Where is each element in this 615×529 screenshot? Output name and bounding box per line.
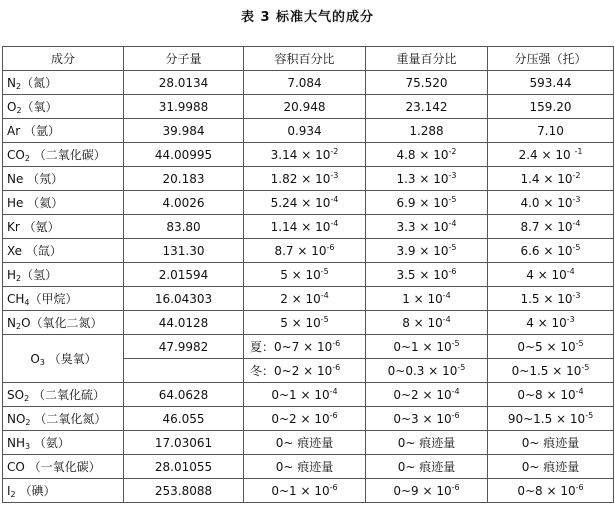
- component-symbol: He: [7, 195, 24, 210]
- volume-percent-cell-mantissa: 0~ 痕迹量: [275, 435, 334, 450]
- table-row: [3, 311, 614, 335]
- table-row: [3, 95, 614, 119]
- partial-pressure-cell: [488, 287, 614, 311]
- volume-percent-cell: [244, 143, 366, 167]
- weight-percent-cell: [366, 71, 488, 95]
- table-row: [3, 407, 614, 431]
- partial-pressure-cell-exponent: -4: [572, 218, 581, 228]
- weight-percent-cell-exponent: -5: [448, 194, 457, 204]
- molecular-weight-cell: 20.183: [124, 167, 244, 191]
- component-cell: [3, 191, 124, 215]
- partial-pressure-cell-mantissa: 7.10: [537, 123, 564, 138]
- volume-percent-cell-exponent: -4: [329, 386, 338, 396]
- partial-pressure-cell-mantissa: 4 × 10: [526, 315, 567, 330]
- component-cell: [3, 455, 124, 479]
- volume-percent-cell: [244, 167, 366, 191]
- weight-percent-cell: [366, 479, 488, 503]
- weight-percent-cell: [366, 383, 488, 407]
- volume-percent-cell: [244, 239, 366, 263]
- partial-pressure-cell-mantissa: 1.5 × 10: [520, 291, 573, 306]
- volume-percent-cell-mantissa: 3.14 × 10: [270, 147, 331, 162]
- partial-pressure-cell-mantissa: 593.44: [529, 75, 572, 90]
- volume-percent-cell-mantissa: 0~1 × 10: [271, 387, 330, 402]
- partial-pressure-cell-exponent: -6: [575, 482, 584, 492]
- partial-pressure-cell-exponent: -1: [574, 146, 583, 156]
- volume-percent-cell: [244, 407, 366, 431]
- component-subscript: 2: [16, 105, 22, 115]
- molecular-weight-cell: 28.0134: [124, 71, 244, 95]
- partial-pressure-cell-mantissa: 0~ 痕迹量: [521, 459, 580, 474]
- component-subscript: 3: [39, 357, 45, 367]
- partial-pressure-cell-mantissa: 159.20: [529, 99, 572, 114]
- volume-percent-cell-mantissa: 2 × 10: [280, 291, 321, 306]
- weight-percent-cell: [366, 359, 488, 383]
- component-cell: [3, 143, 124, 167]
- weight-percent-cell-exponent: -4: [451, 386, 460, 396]
- partial-pressure-cell-exponent: -4: [575, 386, 584, 396]
- partial-pressure-cell-mantissa: 6.6 × 10: [520, 243, 573, 258]
- partial-pressure-cell-mantissa: 0~8 × 10: [517, 387, 576, 402]
- component-name: （氖）: [23, 171, 64, 186]
- component-cell: [3, 119, 124, 143]
- weight-percent-cell-exponent: -5: [448, 242, 457, 252]
- volume-percent-cell-mantissa: 0~7 × 10: [274, 339, 333, 354]
- molecular-weight-cell: 64.0628: [124, 383, 244, 407]
- partial-pressure-cell: [488, 143, 614, 167]
- component-subscript: 2: [15, 81, 22, 91]
- molecular-weight-cell-empty: [124, 359, 244, 383]
- molecular-weight-cell: 16.04303: [124, 287, 244, 311]
- component-name: （氧）: [21, 99, 58, 114]
- component-symbol: O: [7, 99, 17, 114]
- volume-percent-cell-exponent: -2: [330, 146, 339, 156]
- weight-percent-cell: [366, 335, 488, 359]
- component-cell: [3, 479, 124, 503]
- weight-percent-cell-mantissa: 8 × 10: [402, 315, 443, 330]
- component-cell: [3, 263, 124, 287]
- component-name: （氦）: [23, 195, 64, 210]
- volume-percent-cell: [244, 215, 366, 239]
- weight-percent-cell-mantissa: 0~ 痕迹量: [397, 459, 456, 474]
- weight-percent-cell: [366, 167, 488, 191]
- component-cell: [3, 383, 124, 407]
- molecular-weight-cell: 17.03061: [124, 431, 244, 455]
- component-name: （碘）: [15, 483, 56, 498]
- partial-pressure-cell: [488, 119, 614, 143]
- table-row: [3, 479, 614, 503]
- component-symbol: I: [7, 483, 11, 498]
- table-row: [3, 335, 614, 359]
- volume-percent-cell: [244, 359, 366, 383]
- volume-percent-cell: [244, 263, 366, 287]
- volume-percent-cell-mantissa: 0~2 × 10: [271, 411, 330, 426]
- volume-percent-cell-mantissa: 5 × 10: [280, 267, 321, 282]
- component-name: （二氧化硫）: [29, 387, 105, 402]
- molecular-weight-cell: 44.0128: [124, 311, 244, 335]
- weight-percent-cell: [366, 215, 488, 239]
- component-name: （氢）: [21, 267, 58, 282]
- component-symbol: NO: [7, 411, 26, 426]
- partial-pressure-cell-exponent: -3: [566, 314, 575, 324]
- partial-pressure-cell-exponent: -5: [572, 242, 581, 252]
- component-name: （臭氧）: [44, 351, 97, 366]
- volume-percent-cell: [244, 119, 366, 143]
- component-subscript: 2: [10, 489, 16, 499]
- weight-percent-cell-mantissa: 1.288: [409, 123, 444, 138]
- table-row: [3, 431, 614, 455]
- partial-pressure-cell-mantissa: 0~1.5 × 10: [511, 363, 582, 378]
- volume-percent-cell: [244, 311, 366, 335]
- volume-percent-cell: [244, 71, 366, 95]
- partial-pressure-cell: [488, 407, 614, 431]
- component-subscript: 2: [16, 273, 22, 283]
- molecular-weight-cell: 47.9982: [124, 335, 244, 359]
- molecular-weight-cell: 28.01055: [124, 455, 244, 479]
- weight-percent-cell-mantissa: 23.142: [405, 99, 448, 114]
- season-label-winter: 冬：: [250, 363, 275, 378]
- column-header: 容积百分比: [244, 47, 366, 71]
- volume-percent-cell-mantissa: 5.24 × 10: [270, 195, 331, 210]
- component-symbol: N: [7, 315, 16, 330]
- molecular-weight-cell: 39.984: [124, 119, 244, 143]
- table-row: [3, 383, 614, 407]
- component-name: （氨）: [30, 435, 70, 450]
- atmosphere-composition-table: [2, 46, 614, 503]
- component-symbol: Ne: [7, 171, 24, 186]
- weight-percent-cell-mantissa: 3.5 × 10: [396, 267, 449, 282]
- weight-percent-cell-mantissa: 0~2 × 10: [393, 387, 452, 402]
- component-cell: [3, 431, 124, 455]
- partial-pressure-cell-exponent: -4: [566, 266, 575, 276]
- component-cell: [3, 287, 124, 311]
- weight-percent-cell-exponent: -6: [451, 410, 460, 420]
- component-cell: [3, 335, 124, 383]
- table-row: [3, 119, 614, 143]
- volume-percent-cell-exponent: -6: [329, 410, 338, 420]
- component-symbol: N: [7, 75, 16, 90]
- volume-percent-cell: [244, 335, 366, 359]
- component-cell: [3, 239, 124, 263]
- partial-pressure-cell: [488, 479, 614, 503]
- weight-percent-cell-exponent: -4: [448, 218, 457, 228]
- volume-percent-cell-exponent: -5: [320, 314, 329, 324]
- weight-percent-cell-mantissa: 0~9 × 10: [393, 483, 452, 498]
- volume-percent-cell-exponent: -4: [330, 194, 339, 204]
- partial-pressure-cell-mantissa: 0~5 × 10: [517, 339, 576, 354]
- volume-percent-cell: [244, 479, 366, 503]
- weight-percent-cell-mantissa: 3.9 × 10: [396, 243, 449, 258]
- table-row: [3, 455, 614, 479]
- component-name: （二氧化氮）: [30, 411, 107, 426]
- partial-pressure-cell-exponent: -5: [581, 362, 590, 372]
- molecular-weight-cell: 2.01594: [124, 263, 244, 287]
- weight-percent-cell-mantissa: 3.3 × 10: [396, 219, 449, 234]
- volume-percent-cell-mantissa: 1.14 × 10: [270, 219, 331, 234]
- partial-pressure-cell: [488, 311, 614, 335]
- weight-percent-cell-exponent: -3: [448, 170, 457, 180]
- header-row: [3, 47, 614, 71]
- component-subscript: 2: [25, 417, 31, 427]
- partial-pressure-cell-exponent: -2: [572, 170, 581, 180]
- weight-percent-cell-exponent: -6: [451, 482, 460, 492]
- weight-percent-cell-mantissa: 1 × 10: [402, 291, 443, 306]
- component-symbol: O: [30, 351, 40, 366]
- partial-pressure-cell-mantissa: 0~ 痕迹量: [521, 435, 580, 450]
- component-name: O（氧化二氮）: [21, 315, 103, 330]
- partial-pressure-cell-mantissa: 4 × 10: [526, 267, 567, 282]
- weight-percent-cell-exponent: -5: [457, 362, 466, 372]
- volume-percent-cell: [244, 287, 366, 311]
- component-symbol: Ar: [7, 123, 21, 138]
- component-symbol: NH: [7, 435, 25, 450]
- weight-percent-cell-exponent: -5: [451, 338, 460, 348]
- volume-percent-cell: [244, 95, 366, 119]
- volume-percent-cell-mantissa: 0~1 × 10: [271, 483, 330, 498]
- weight-percent-cell-mantissa: 0~ 痕迹量: [397, 435, 456, 450]
- volume-percent-cell-exponent: -6: [326, 242, 335, 252]
- column-header: 分子量: [124, 47, 244, 71]
- molecular-weight-cell: 44.00995: [124, 143, 244, 167]
- component-subscript: 2: [15, 321, 22, 331]
- weight-percent-cell: [366, 143, 488, 167]
- table-row: [3, 191, 614, 215]
- component-name: （二氧化碳）: [29, 147, 106, 162]
- partial-pressure-cell-mantissa: 0~8 × 10: [517, 483, 576, 498]
- volume-percent-cell: [244, 191, 366, 215]
- table-row: [3, 263, 614, 287]
- partial-pressure-cell-exponent: -5: [575, 338, 584, 348]
- weight-percent-cell-mantissa: 4.8 × 10: [396, 147, 449, 162]
- component-symbol: H: [7, 267, 17, 282]
- volume-percent-cell-exponent: -4: [330, 218, 339, 228]
- table-row: [3, 287, 614, 311]
- partial-pressure-cell: [488, 263, 614, 287]
- weight-percent-cell: [366, 311, 488, 335]
- component-name: （甲烷）: [29, 291, 78, 306]
- volume-percent-cell-mantissa: 20.948: [283, 99, 326, 114]
- partial-pressure-cell: [488, 215, 614, 239]
- weight-percent-cell-mantissa: 0~1 × 10: [393, 339, 452, 354]
- component-name: （氩）: [20, 123, 60, 138]
- partial-pressure-cell: [488, 71, 614, 95]
- partial-pressure-cell-mantissa: 8.7 × 10: [520, 219, 573, 234]
- column-header: 分压强（托）: [488, 47, 614, 71]
- molecular-weight-cell: 131.30: [124, 239, 244, 263]
- weight-percent-cell-exponent: -4: [442, 314, 451, 324]
- volume-percent-cell-exponent: -6: [332, 362, 341, 372]
- weight-percent-cell-mantissa: 0~3 × 10: [393, 411, 452, 426]
- weight-percent-cell: [366, 407, 488, 431]
- component-name: （氪）: [19, 219, 60, 234]
- weight-percent-cell: [366, 263, 488, 287]
- table-row: [3, 143, 614, 167]
- volume-percent-cell-mantissa: 0~2 × 10: [274, 363, 333, 378]
- partial-pressure-cell: [488, 359, 614, 383]
- volume-percent-cell-exponent: -6: [332, 338, 341, 348]
- partial-pressure-cell: [488, 191, 614, 215]
- weight-percent-cell-exponent: -2: [448, 146, 457, 156]
- volume-percent-cell-mantissa: 0~ 痕迹量: [275, 459, 334, 474]
- partial-pressure-cell: [488, 167, 614, 191]
- weight-percent-cell: [366, 455, 488, 479]
- component-subscript: 2: [24, 153, 30, 163]
- weight-percent-cell-exponent: -6: [448, 266, 457, 276]
- volume-percent-cell-mantissa: 7.084: [287, 75, 322, 90]
- weight-percent-cell-mantissa: 0~0.3 × 10: [387, 363, 458, 378]
- table-title: 表 3 标准大气的成分: [240, 10, 375, 25]
- volume-percent-cell-mantissa: 1.82 × 10: [270, 171, 331, 186]
- component-name: （氮）: [21, 75, 58, 90]
- table-row: [3, 71, 614, 95]
- volume-percent-cell-exponent: -6: [329, 482, 338, 492]
- component-symbol: CO: [7, 147, 25, 162]
- weight-percent-cell: [366, 239, 488, 263]
- volume-percent-cell-mantissa: 0.934: [287, 123, 322, 138]
- table-row: [3, 167, 614, 191]
- partial-pressure-cell-exponent: -3: [572, 194, 581, 204]
- weight-percent-cell: [366, 95, 488, 119]
- partial-pressure-cell: [488, 95, 614, 119]
- volume-percent-cell-exponent: -5: [320, 266, 329, 276]
- component-cell: [3, 71, 124, 95]
- molecular-weight-cell: 4.0026: [124, 191, 244, 215]
- component-cell: [3, 215, 124, 239]
- component-symbol: Kr: [7, 219, 20, 234]
- molecular-weight-cell: 83.80: [124, 215, 244, 239]
- volume-percent-cell-mantissa: 8.7 × 10: [274, 243, 327, 258]
- component-symbol: Xe: [7, 243, 23, 258]
- volume-percent-cell: [244, 455, 366, 479]
- partial-pressure-cell-exponent: -3: [572, 290, 581, 300]
- weight-percent-cell-mantissa: 6.9 × 10: [396, 195, 449, 210]
- volume-percent-cell: [244, 431, 366, 455]
- partial-pressure-cell-mantissa: 2.4 × 10: [518, 147, 575, 162]
- volume-percent-cell-mantissa: 5 × 10: [280, 315, 321, 330]
- weight-percent-cell: [366, 191, 488, 215]
- partial-pressure-cell-mantissa: 4.0 × 10: [520, 195, 573, 210]
- volume-percent-cell: [244, 383, 366, 407]
- molecular-weight-cell: 31.9988: [124, 95, 244, 119]
- weight-percent-cell-mantissa: 1.3 × 10: [396, 171, 449, 186]
- partial-pressure-cell: [488, 239, 614, 263]
- component-cell: [3, 167, 124, 191]
- partial-pressure-cell-mantissa: 90~1.5 × 10: [507, 411, 586, 426]
- component-symbol: CH: [7, 291, 25, 306]
- component-cell: [3, 407, 124, 431]
- molecular-weight-cell: 253.8088: [124, 479, 244, 503]
- component-cell: [3, 95, 124, 119]
- season-label-summer: 夏：: [250, 339, 275, 354]
- weight-percent-cell-mantissa: 75.520: [405, 75, 448, 90]
- molecular-weight-cell: 46.055: [124, 407, 244, 431]
- partial-pressure-cell: [488, 335, 614, 359]
- volume-percent-cell-exponent: -4: [320, 290, 329, 300]
- column-header: 重量百分比: [366, 47, 488, 71]
- component-symbol: CO: [7, 459, 25, 474]
- column-header: 成分: [3, 47, 124, 71]
- table-row: [3, 215, 614, 239]
- weight-percent-cell: [366, 431, 488, 455]
- partial-pressure-cell-exponent: -5: [585, 410, 594, 420]
- component-symbol: SO: [7, 387, 25, 402]
- component-subscript: 4: [24, 297, 30, 307]
- partial-pressure-cell: [488, 431, 614, 455]
- weight-percent-cell: [366, 287, 488, 311]
- component-subscript: 2: [24, 393, 30, 403]
- table-row: [3, 239, 614, 263]
- component-name: （一氧化碳）: [24, 459, 101, 474]
- weight-percent-cell-exponent: -4: [442, 290, 451, 300]
- partial-pressure-cell-mantissa: 1.4 × 10: [520, 171, 573, 186]
- partial-pressure-cell: [488, 383, 614, 407]
- partial-pressure-cell: [488, 455, 614, 479]
- component-subscript: 3: [25, 441, 31, 451]
- weight-percent-cell: [366, 119, 488, 143]
- component-name: （氙）: [22, 243, 62, 258]
- component-cell: [3, 311, 124, 335]
- volume-percent-cell-exponent: -3: [330, 170, 339, 180]
